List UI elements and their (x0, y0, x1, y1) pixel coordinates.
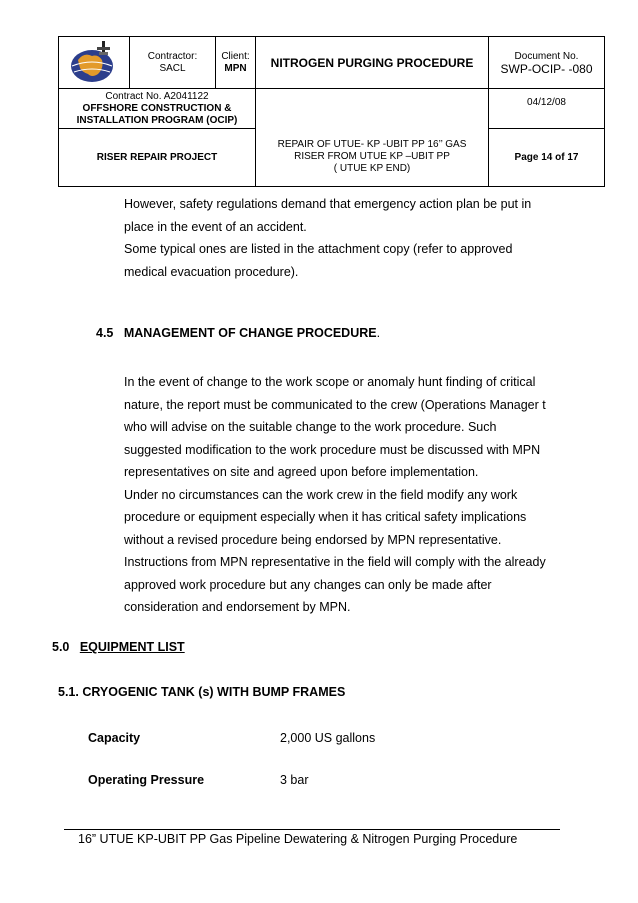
document-header-table (58, 36, 605, 187)
operating-pressure-label: Operating Pressure (88, 773, 205, 787)
contract-number: Contract No. A2041122 (105, 90, 209, 102)
paragraph-line: Instructions from MPN representative in the field will comply with the already (124, 555, 546, 569)
paragraph-1 (124, 193, 531, 283)
paragraph-line: consideration and endorsement by MPN. (124, 600, 351, 614)
paragraph-line: without a revised procedure being endorsed by MPN representative. (124, 532, 502, 547)
paragraph-line: approved work procedure but any changes can only be made after (124, 577, 492, 592)
company-logo-cell (59, 37, 130, 89)
paragraph-line: nature, the report must be communicated to the crew (Operations Manager t (124, 397, 546, 412)
contractor-label: Contractor: (147, 50, 198, 62)
repair-line-2: RISER FROM UTUE KP –UBIT PP (294, 151, 450, 163)
program-line-1: OFFSHORE CONSTRUCTION & (82, 102, 232, 114)
client-cell (216, 37, 256, 89)
section-number: 5.0 (52, 640, 70, 654)
blank-cell (256, 89, 489, 129)
program-line-2: INSTALLATION PROGRAM (OCIP) (76, 114, 238, 126)
contract-program-cell (59, 89, 256, 129)
section-4-5-heading (96, 326, 380, 340)
paragraph-line: place in the event of an accident. (124, 219, 307, 234)
paragraph-line: suggested modification to the work procedure must be discussed with MPN (124, 442, 541, 457)
contractor-value: SACL (159, 62, 186, 74)
paragraph-line: Some typical ones are listed in the attachment copy (refer to approved (124, 242, 513, 256)
client-value: MPN (224, 62, 247, 74)
repair-line-1: REPAIR OF UTUE- KP -UBIT PP 16’’ GAS (277, 139, 467, 151)
paragraph-line: procedure or equipment especially when it has critical safety implications (124, 510, 527, 524)
paragraph-line: In the event of change to the work scope or anomaly hunt finding of critical (124, 375, 536, 389)
paragraph-line: who will advise on the suitable change to the work procedure. Such (124, 420, 497, 434)
operating-pressure-value: 3 bar (280, 773, 309, 787)
section-title: EQUIPMENT LIST (79, 640, 185, 654)
capacity-label: Capacity (88, 731, 141, 745)
client-label: Client: (221, 50, 250, 62)
repair-description-cell (256, 129, 489, 187)
section-5-1-heading: 5.1. CRYOGENIC TANK (s) WITH BUMP FRAMES (58, 685, 346, 699)
paragraph-line: However, safety regulations demand that emergency action plan be put in (124, 197, 532, 211)
section-number: 4.5 (96, 326, 114, 340)
paragraph-line: representatives on site and agreed upon before implementation. (124, 465, 479, 479)
page-number: Page 14 of 17 (489, 129, 605, 187)
paragraph-line: Under no circumstances can the work crew in the field modify any work (124, 487, 518, 502)
repair-line-3: ( UTUE KP END) (333, 163, 411, 175)
capacity-value: 2,000 US gallons (280, 731, 376, 745)
document-title: NITROGEN PURGING PROCEDURE (256, 37, 489, 89)
contractor-cell (130, 37, 216, 89)
footer-divider (64, 829, 560, 830)
project-name: RISER REPAIR PROJECT (59, 129, 256, 187)
document-date: 04/12/08 (489, 89, 605, 129)
document-number-label: Document No. (514, 50, 579, 62)
section-title: MANAGEMENT OF CHANGE PROCEDURE (123, 326, 377, 340)
section-period: . (376, 326, 381, 340)
document-number-value: SWP-OCIP- -080 (500, 61, 593, 76)
company-globe-logo-icon (66, 38, 122, 84)
page-footer: 16” UTUE KP-UBIT PP Gas Pipeline Dewatering & Nitrogen Purging Procedure (78, 832, 518, 846)
paragraph-line: medical evacuation procedure). (124, 264, 299, 279)
paragraph-2 (124, 371, 546, 619)
section-5-0-heading (52, 640, 185, 654)
document-number-cell (489, 37, 605, 89)
